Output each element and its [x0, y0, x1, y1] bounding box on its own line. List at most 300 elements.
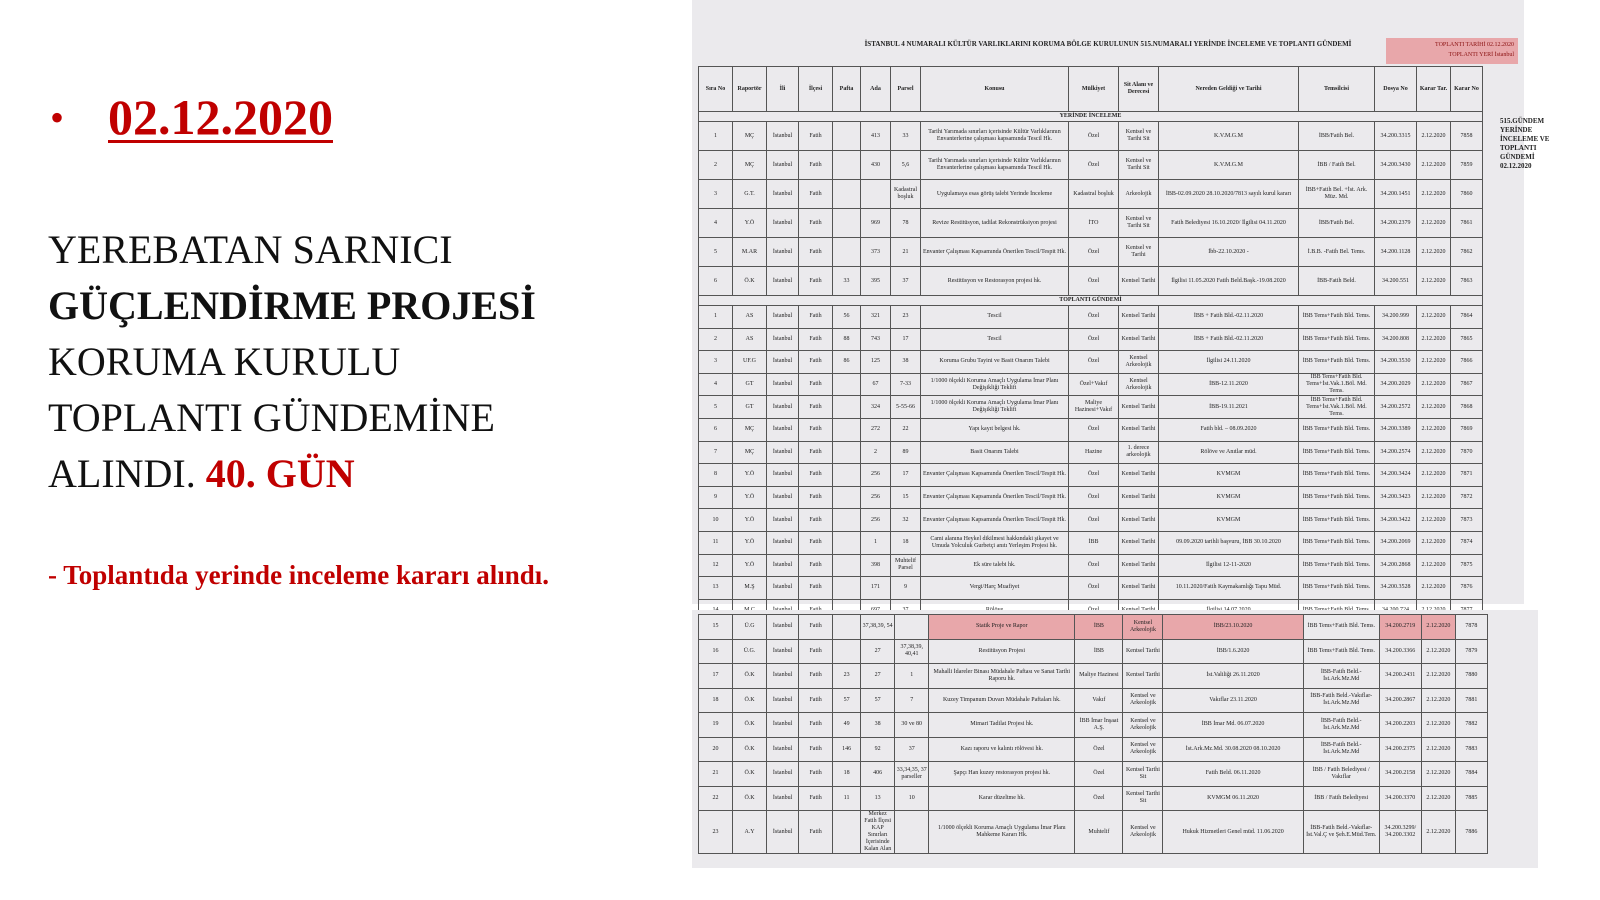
- table-cell: Fatih bld. – 08.09.2020: [1159, 418, 1299, 441]
- table-cell: İBB Tems+Fatih Bld. Tems.: [1299, 531, 1375, 554]
- table-cell: Fatih: [799, 486, 833, 509]
- table-cell: A.Y: [733, 811, 767, 854]
- table-cell: Ö.K: [733, 786, 767, 811]
- table-cell: 2.12.2020: [1421, 688, 1455, 713]
- table-cell: 7-33: [891, 373, 921, 396]
- table-cell: 21: [699, 762, 733, 787]
- table-cell: 7862: [1451, 238, 1483, 267]
- table-cell: MÇ: [733, 122, 767, 151]
- table-cell: Arkeolojik: [1119, 180, 1159, 209]
- table-cell: 15: [891, 486, 921, 509]
- table-row: [699, 238, 1483, 267]
- table-cell: KVMGM: [1159, 464, 1299, 487]
- table-cell: İBB Tems+Fatih Bld. Tems.: [1303, 639, 1379, 664]
- table-cell: İBB + Fatih Bld.-02.11.2020: [1159, 306, 1299, 329]
- table-cell: 12: [699, 554, 733, 577]
- table-cell: İBB / Fatih Belediyesi: [1303, 786, 1379, 811]
- table-cell: Yapı kayıt belgesi hk.: [921, 418, 1069, 441]
- table-cell: Fatih: [799, 151, 833, 180]
- table-cell: Fatih: [799, 786, 833, 811]
- line-3: KORUMA KURULU: [48, 339, 401, 384]
- table-cell: 2.12.2020: [1417, 122, 1451, 151]
- table-cell: Kentsel Tarihi Sit: [1123, 762, 1163, 787]
- table-cell: 2.12.2020: [1417, 267, 1451, 296]
- table-cell: Kentsel Tarihi: [1119, 486, 1159, 509]
- table-row: [699, 737, 1488, 762]
- table-cell: 7863: [1451, 267, 1483, 296]
- table-cell: İstanbul: [767, 509, 799, 532]
- agenda-table-bottom: [698, 614, 1488, 854]
- table-cell: 1/1000 ölçekli Koruma Amaçlı Uygulama İmar Planı Değişikliği Teklifi: [921, 396, 1069, 419]
- table-row: [699, 373, 1483, 396]
- table-cell: İBB Tems+Fatih Bld. Tems.: [1299, 577, 1375, 600]
- table-cell: Ö.K: [733, 664, 767, 689]
- table-cell: 37,38,39, 40,41: [895, 639, 929, 664]
- table-row: [699, 180, 1483, 209]
- table-cell: 2.12.2020: [1417, 180, 1451, 209]
- table-cell: Fatih: [799, 464, 833, 487]
- table-cell: Özel: [1069, 238, 1119, 267]
- table-row: [699, 664, 1488, 689]
- agenda-table-top: [698, 66, 1483, 622]
- table-cell: GT: [733, 396, 767, 419]
- table-cell: 395: [861, 267, 891, 296]
- table-cell: 7870: [1451, 441, 1483, 464]
- table-cell: İBB+Fatih Bel. +İst. Ark. Müz. Md.: [1299, 180, 1375, 209]
- section-title: YERİNDE İNCELEME: [699, 112, 1483, 122]
- table-cell: Fatih: [799, 122, 833, 151]
- table-cell: 34.200.3423: [1375, 486, 1417, 509]
- table-cell: İBB İmar İnşaat A.Ş.: [1075, 713, 1123, 738]
- table-cell: 7882: [1455, 713, 1487, 738]
- table-cell: 34.200.2069: [1375, 531, 1417, 554]
- table-cell: Kentsel Tarihi: [1119, 577, 1159, 600]
- table-cell: Vergi/Harç Muafiyet: [921, 577, 1069, 600]
- table-cell: Özel: [1069, 577, 1119, 600]
- table-cell: 57: [833, 688, 861, 713]
- table-cell: Özel: [1069, 486, 1119, 509]
- table-cell: Tarihi Yarımada sınırları içerisinde Kültür Varlıklarının Envanterlerine çalışması kapsamında Tescil Hk.: [921, 122, 1069, 151]
- table-cell: Kentsel Tarihi: [1119, 396, 1159, 419]
- table-cell: Ü.G.: [733, 639, 767, 664]
- table-cell: 38: [861, 713, 895, 738]
- table-cell: Kentsel Tarihi: [1123, 664, 1163, 689]
- table-row: [699, 418, 1483, 441]
- table-cell: Basit Onarım Talebi: [921, 441, 1069, 464]
- agenda-title: İSTANBUL 4 NUMARALI KÜLTÜR VARLIKLARINI KORUMA BÖLGE KURULUNUN 515.NUMARALI YERİNDE İNCELEME VE TOPLANTI GÜNDEMİ: [864, 40, 1352, 48]
- table-cell: Fatih: [799, 328, 833, 351]
- table-cell: 30 ve 80: [895, 713, 929, 738]
- table-cell: 15: [699, 615, 733, 640]
- column-header: Karar Tar.: [1417, 67, 1451, 112]
- table-cell: 2.12.2020: [1417, 418, 1451, 441]
- table-cell: 10: [895, 786, 929, 811]
- table-cell: 67: [861, 373, 891, 396]
- table-cell: 7876: [1451, 577, 1483, 600]
- table-cell: 33: [833, 267, 861, 296]
- table-cell: 7859: [1451, 151, 1483, 180]
- table-cell: 2.12.2020: [1417, 486, 1451, 509]
- table-cell: Ek süre talebi hk.: [921, 554, 1069, 577]
- table-cell: İBB-02.09.2020 28.10.2020/7813 sayılı kurul kararı: [1159, 180, 1299, 209]
- table-cell: Fatih: [799, 209, 833, 238]
- table-cell: [833, 418, 861, 441]
- table-cell: 34.200.3530: [1375, 351, 1417, 374]
- table-cell: 7868: [1451, 396, 1483, 419]
- table-cell: Revize Restitüsyon, tadilat Rekonstrüksiyon projesi: [921, 209, 1069, 238]
- table-cell: Kentsel ve Arkeolojik: [1123, 737, 1163, 762]
- table-cell: 5,6: [891, 151, 921, 180]
- table-cell: 1/1000 ölçekli Koruma Amaçlı Uygulama İmar Planı Mahkeme Kararı Hk.: [929, 811, 1075, 854]
- table-cell: 88: [833, 328, 861, 351]
- meeting-note: - Toplantıda yerinde inceleme kararı alındı.: [48, 560, 550, 590]
- table-cell: Statik Proje ve Rapor: [929, 615, 1075, 640]
- table-cell: 2: [699, 328, 733, 351]
- table-cell: 9: [699, 486, 733, 509]
- table-cell: 2.12.2020: [1421, 786, 1455, 811]
- table-cell: Kentsel ve Tarihi: [1119, 238, 1159, 267]
- table-cell: İBB Tems+Fatih Bld. Tems.: [1299, 351, 1375, 374]
- table-cell: AS: [733, 328, 767, 351]
- table-cell: İstanbul: [767, 328, 799, 351]
- table-cell: 3: [699, 351, 733, 374]
- table-cell: Fatih: [799, 811, 833, 854]
- table-row: [699, 762, 1488, 787]
- table-cell: 7: [699, 441, 733, 464]
- table-cell: 7883: [1455, 737, 1487, 762]
- table-cell: İBB İmar Md. 06.07.2020: [1163, 713, 1303, 738]
- table-cell: 22: [891, 418, 921, 441]
- table-cell: [861, 180, 891, 209]
- table-cell: İBB: [1069, 531, 1119, 554]
- table-cell: 7858: [1451, 122, 1483, 151]
- table-cell: İstanbul: [767, 180, 799, 209]
- table-cell: İstanbul: [767, 209, 799, 238]
- column-header: Pafta: [833, 67, 861, 112]
- table-cell: Mahalli İdareler Binası Müdahale Paftası ve Sanat Tarihi Raporu hk.: [929, 664, 1075, 689]
- table-cell: Kentsel Tarihi: [1123, 639, 1163, 664]
- table-cell: [833, 615, 861, 640]
- table-cell: 324: [861, 396, 891, 419]
- table-cell: Envanter Çalışması Kapsamında Önerilen Tescil/Tespit Hk.: [921, 486, 1069, 509]
- table-cell: 256: [861, 486, 891, 509]
- table-cell: 7866: [1451, 351, 1483, 374]
- table-cell: Özel: [1069, 418, 1119, 441]
- table-cell: 7884: [1455, 762, 1487, 787]
- table-cell: KVMGM 06.11.2020: [1163, 786, 1303, 811]
- table-cell: 34.200.2431: [1379, 664, 1421, 689]
- table-cell: Özel: [1069, 464, 1119, 487]
- table-cell: Özel: [1075, 737, 1123, 762]
- table-cell: Cami alanına Heykel dikilmesi hakkındaki şikayet ve Umuda Yolculuk Gurbetçi anıtı Yerleşim Projesi hk.: [921, 531, 1069, 554]
- line-5-text: ALINDI.: [48, 451, 206, 496]
- table-cell: İstanbul: [767, 577, 799, 600]
- table-cell: Maliye Hazinesi: [1075, 664, 1123, 689]
- table-cell: Envanter Çalışması Kapsamında Önerilen Tescil/Tespit Hk.: [921, 464, 1069, 487]
- table-cell: 256: [861, 509, 891, 532]
- table-row: [699, 577, 1483, 600]
- table-cell: İstanbul: [767, 811, 799, 854]
- table-cell: 2.12.2020: [1421, 737, 1455, 762]
- table-cell: 34.200.3422: [1375, 509, 1417, 532]
- table-cell: 10: [699, 509, 733, 532]
- table-cell: 1: [895, 664, 929, 689]
- table-row: [699, 713, 1488, 738]
- table-cell: 2.12.2020: [1417, 577, 1451, 600]
- table-cell: İstanbul: [767, 396, 799, 419]
- table-cell: İBB-19.11.2021: [1159, 396, 1299, 419]
- table-cell: GT: [733, 373, 767, 396]
- table-cell: [833, 441, 861, 464]
- table-cell: İstanbul: [767, 664, 799, 689]
- table-cell: 146: [833, 737, 861, 762]
- table-cell: Kentsel ve Tarihi Sit: [1119, 122, 1159, 151]
- table-cell: 23: [833, 664, 861, 689]
- table-cell: İBB-Fatih Beld.- İst.Ark.Mz.Md: [1303, 737, 1379, 762]
- table-cell: İBB Tems+Fatih Bld. Tems.: [1299, 509, 1375, 532]
- table-cell: İstanbul: [767, 267, 799, 296]
- table-cell: 34.200.2572: [1375, 396, 1417, 419]
- table-cell: 2.12.2020: [1421, 615, 1455, 640]
- table-cell: Y.Ö: [733, 554, 767, 577]
- table-row: [699, 328, 1483, 351]
- table-cell: 7869: [1451, 418, 1483, 441]
- table-cell: Vakıf: [1075, 688, 1123, 713]
- table-row: [699, 464, 1483, 487]
- table-cell: İstanbul: [767, 418, 799, 441]
- table-cell: 34.200.2029: [1375, 373, 1417, 396]
- table-cell: 2.12.2020: [1417, 531, 1451, 554]
- table-cell: 34.200.2719: [1379, 615, 1421, 640]
- table-cell: Özel: [1069, 509, 1119, 532]
- table-row: [699, 122, 1483, 151]
- table-cell: 2: [861, 441, 891, 464]
- main-statement: [48, 222, 536, 502]
- table-cell: Fatih: [799, 554, 833, 577]
- table-cell: Fatih: [799, 713, 833, 738]
- table-cell: 2.12.2020: [1417, 509, 1451, 532]
- table-cell: [833, 554, 861, 577]
- table-cell: İBB/23.10.2020: [1163, 615, 1303, 640]
- table-cell: İBB Tems+Fatih Bld. Tems.: [1299, 441, 1375, 464]
- table-cell: Envanter Çalışması Kapsamında Önerilen Tescil/Tespit Hk.: [921, 509, 1069, 532]
- table-row: [699, 615, 1488, 640]
- table-row: [699, 396, 1483, 419]
- table-cell: 34.200.3315: [1375, 122, 1417, 151]
- table-cell: 2.12.2020: [1417, 238, 1451, 267]
- table-cell: [895, 615, 929, 640]
- table-cell: İstanbul: [767, 122, 799, 151]
- column-header: Dosya No: [1375, 67, 1417, 112]
- table-cell: Fatih: [799, 238, 833, 267]
- table-cell: 398: [861, 554, 891, 577]
- table-cell: 1/1000 ölçekli Koruma Amaçlı Uygulama İmar Planı Değişikliği Teklifi: [921, 373, 1069, 396]
- table-row: [699, 688, 1488, 713]
- table-cell: 34.200.808: [1375, 328, 1417, 351]
- table-cell: 413: [861, 122, 891, 151]
- table-cell: 22: [699, 786, 733, 811]
- table-cell: [833, 151, 861, 180]
- table-cell: Kadastral boşluk: [1069, 180, 1119, 209]
- table-cell: Ü.G: [733, 615, 767, 640]
- table-cell: Kentsel ve Arkeolojik: [1123, 688, 1163, 713]
- table-cell: 27: [861, 664, 895, 689]
- table-cell: 4: [699, 209, 733, 238]
- table-row: [699, 786, 1488, 811]
- table-cell: Özel: [1069, 267, 1119, 296]
- table-row: [699, 486, 1483, 509]
- table-cell: M.Ş: [733, 577, 767, 600]
- table-cell: İBB Tems+Fatih Bld. Tems.: [1299, 418, 1375, 441]
- table-cell: 125: [861, 351, 891, 374]
- table-cell: Kentsel ve Arkeolojik: [1123, 811, 1163, 854]
- column-header: Ada: [861, 67, 891, 112]
- table-cell: 272: [861, 418, 891, 441]
- table-cell: Kentsel Arkeolojik: [1119, 351, 1159, 374]
- date-bullet: [50, 88, 333, 146]
- table-cell: 34.200.1128: [1375, 238, 1417, 267]
- table-cell: 10.11.2020/Fatih Kaymakamlığı Tapu Müd.: [1159, 577, 1299, 600]
- table-cell: Uygulamaya esas görüş talebi Yerinde İnceleme: [921, 180, 1069, 209]
- table-cell: 7886: [1455, 811, 1487, 854]
- table-cell: İstanbul: [767, 639, 799, 664]
- table-cell: İstanbul: [767, 688, 799, 713]
- table-cell: 2.12.2020: [1421, 811, 1455, 854]
- table-cell: 78: [891, 209, 921, 238]
- table-cell: 32: [891, 509, 921, 532]
- table-cell: Envanter Çalışması Kapsamında Önerilen Tescil/Tespit Hk.: [921, 238, 1069, 267]
- table-cell: Kentsel Tarihi: [1119, 418, 1159, 441]
- table-cell: Fatih: [799, 351, 833, 374]
- table-cell: 34.200.3430: [1375, 151, 1417, 180]
- table-cell: 34.200.2379: [1375, 209, 1417, 238]
- table-cell: [833, 373, 861, 396]
- table-cell: Hazine: [1069, 441, 1119, 464]
- table-cell: İBB Tems+Fatih Bld. Tems.: [1299, 554, 1375, 577]
- table-cell: 13: [699, 577, 733, 600]
- table-cell: İBB-Fatih Beld.- İst.Ark.Mz.Md: [1303, 664, 1379, 689]
- table-cell: Kentsel Tarihi: [1119, 554, 1159, 577]
- table-cell: 2.12.2020: [1421, 664, 1455, 689]
- table-cell: Fatih: [799, 418, 833, 441]
- table-cell: 34.200.2574: [1375, 441, 1417, 464]
- table-cell: Fatih: [799, 531, 833, 554]
- table-cell: İstanbul: [767, 486, 799, 509]
- column-header: Parsel: [891, 67, 921, 112]
- table-cell: Kentsel Tarihi: [1119, 464, 1159, 487]
- table-cell: 86: [833, 351, 861, 374]
- table-cell: 1. derece arkeolojik: [1119, 441, 1159, 464]
- table-cell: 34.200.3424: [1375, 464, 1417, 487]
- table-cell: 2.12.2020: [1421, 639, 1455, 664]
- table-cell: Fatih: [799, 615, 833, 640]
- table-row: [699, 267, 1483, 296]
- table-cell: 19: [699, 713, 733, 738]
- table-row: [699, 209, 1483, 238]
- table-cell: Hukuk Hizmetleri Genel müd. 11.06.2020: [1163, 811, 1303, 854]
- table-cell: 21: [891, 238, 921, 267]
- table-cell: Y.Ö: [733, 509, 767, 532]
- section-row: [699, 112, 1483, 122]
- table-cell: 34.200.999: [1375, 306, 1417, 329]
- table-cell: 2: [699, 151, 733, 180]
- table-cell: Ö.K: [733, 267, 767, 296]
- table-cell: 17: [891, 464, 921, 487]
- table-cell: G.T.: [733, 180, 767, 209]
- table-cell: İBB-Fatih Beld.-Vakıflar- İst.Val.Ç ve Şeh.E.Müd.Tem.: [1303, 811, 1379, 854]
- table-cell: 2.12.2020: [1417, 151, 1451, 180]
- table-cell: 13: [861, 786, 895, 811]
- table-cell: Ö.K: [733, 737, 767, 762]
- table-cell: Karar düzeltme hk.: [929, 786, 1075, 811]
- table-cell: Kazı raporu ve kalıntı rölövesi hk.: [929, 737, 1075, 762]
- section-row: [699, 296, 1483, 306]
- table-cell: Şapçı Han kuzey restorasyon projesi hk.: [929, 762, 1075, 787]
- table-cell: İBB Tems+Fatih Bld. Tems+İst.Vak.1.Böl. Md. Tems.: [1299, 373, 1375, 396]
- table-cell: İBB/Fatih Bel.: [1299, 209, 1375, 238]
- table-cell: Özel: [1075, 786, 1123, 811]
- table-cell: 34.200.2203: [1379, 713, 1421, 738]
- table-cell: 37,38,39, 54: [861, 615, 895, 640]
- table-cell: Restitüsyon Projesi: [929, 639, 1075, 664]
- table-cell: Kentsel Tarihi: [1119, 531, 1159, 554]
- table-cell: Fatih: [799, 396, 833, 419]
- table-cell: [895, 811, 929, 854]
- table-cell: 7873: [1451, 509, 1483, 532]
- table-cell: Vakıflar 23.11.2020: [1163, 688, 1303, 713]
- table-cell: İBB-12.11.2020: [1159, 373, 1299, 396]
- table-cell: İBB-Fatih Beld.-Vakıflar- İst.Ark.Mz.Md: [1303, 688, 1379, 713]
- table-cell: İBB Tems+Fatih Bld. Tems.: [1299, 306, 1375, 329]
- table-cell: 16: [699, 639, 733, 664]
- table-cell: 6: [699, 418, 733, 441]
- table-cell: 171: [861, 577, 891, 600]
- table-cell: Kentsel Arkeolojik: [1123, 615, 1163, 640]
- table-cell: İbb-22.10.2020 -: [1159, 238, 1299, 267]
- table-cell: İstanbul: [767, 373, 799, 396]
- table-cell: 34.200.2158: [1379, 762, 1421, 787]
- table-cell: Fatih: [799, 267, 833, 296]
- table-cell: 7860: [1451, 180, 1483, 209]
- table-cell: KVMGM: [1159, 486, 1299, 509]
- table-cell: K.V.M.G.M: [1159, 151, 1299, 180]
- table-cell: 256: [861, 464, 891, 487]
- table-cell: İBB/1.6.2020: [1163, 639, 1303, 664]
- table-cell: Fatih: [799, 664, 833, 689]
- table-cell: 1: [699, 122, 733, 151]
- line-1: YEREBATAN SARNICI: [48, 227, 453, 272]
- table-cell: 34.200.2867: [1379, 688, 1421, 713]
- table-cell: 2.12.2020: [1421, 762, 1455, 787]
- table-cell: 7879: [1455, 639, 1487, 664]
- table-cell: Kentsel Tarihi: [1119, 509, 1159, 532]
- table-cell: 56: [833, 306, 861, 329]
- table-cell: 743: [861, 328, 891, 351]
- table-cell: 7864: [1451, 306, 1483, 329]
- table-cell: Ö.K: [733, 713, 767, 738]
- table-cell: Kentsel Arkeolojik: [1119, 373, 1159, 396]
- table-cell: 2.12.2020: [1417, 306, 1451, 329]
- table-cell: İTO: [1069, 209, 1119, 238]
- table-cell: İst.Valiliği 26.11.2020: [1163, 664, 1303, 689]
- table-cell: 7875: [1451, 554, 1483, 577]
- table-row: [699, 531, 1483, 554]
- table-header-row: [699, 67, 1483, 112]
- table-cell: 34.200.3366: [1379, 639, 1421, 664]
- table-cell: İstanbul: [767, 441, 799, 464]
- table-cell: Muhtelif Parsel: [891, 554, 921, 577]
- table-cell: 2.12.2020: [1417, 209, 1451, 238]
